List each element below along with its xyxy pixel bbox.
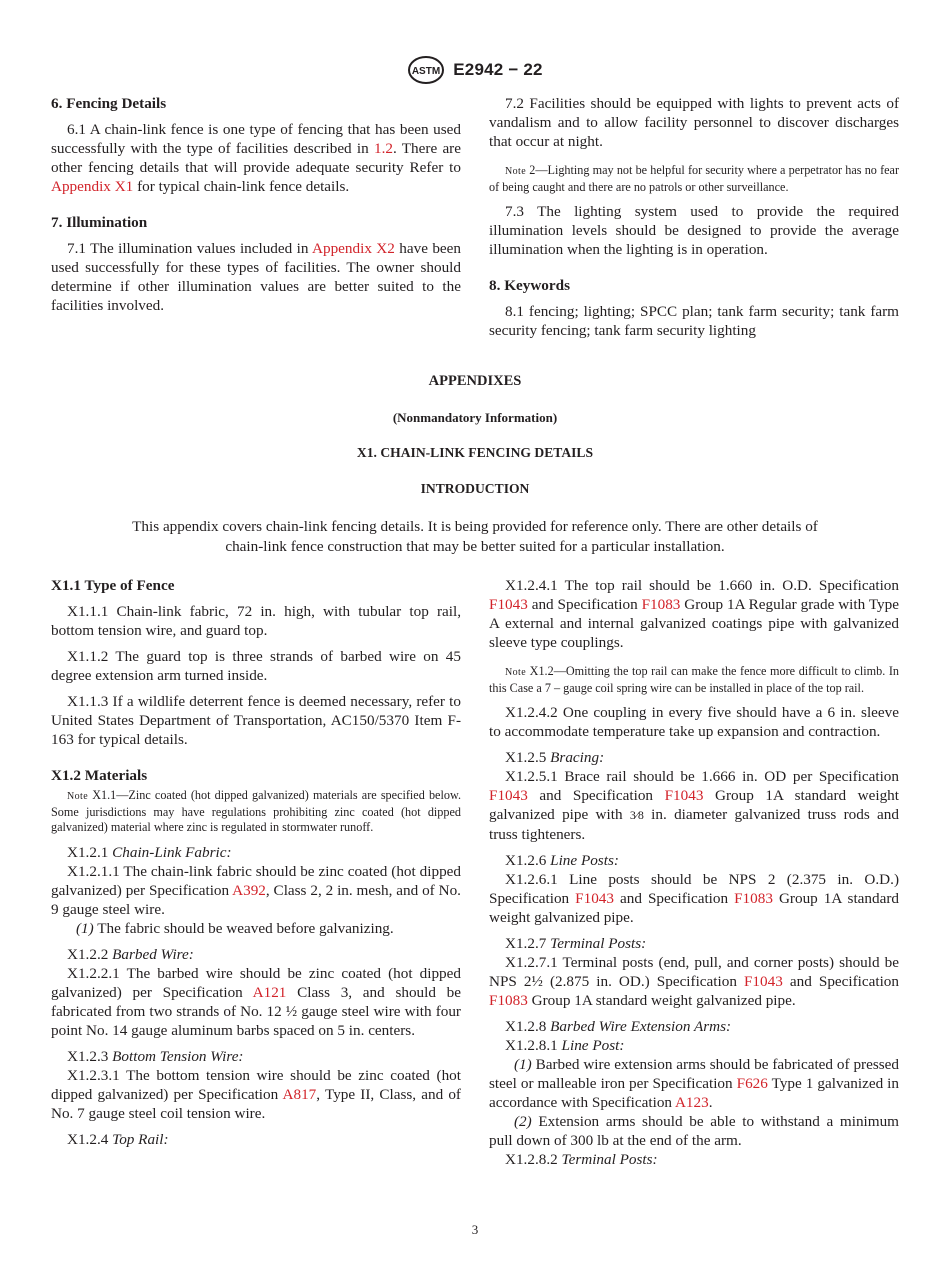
subsection-x1-2-5: X1.2.5 Bracing: [505,749,605,766]
appendixes-title: APPENDIXES [428,373,522,389]
link-a121[interactable]: A121 [252,983,287,1001]
paragraph-x1-2-6-1: X1.2.6.1 Line posts should be NPS 2 (2.375 in. O.D.) Specification F1043 and Specification F1083 Group 1A standard weight galvanized pipe. [489,871,899,926]
paragraph-x1-2-2-1: X1.2.2.1 The barbed wire should be zinc coated (hot dipped galvanized) per Specification A121 Class 3, and should be fabricated from two strands of No. 12 ½ gauge steel wire with four point No. 14 gauge aluminum barbs spaced on 5 in. centers. [51,964,461,1039]
paragraph-x1-2-4-1: X1.2.4.1 The top rail should be 1.660 in. O.D. Specification F1043 and Specification F1083 Group 1A Regular grade with Type A external and internal galvanized coatings pipe with galvanized sleeve type couplings. [489,577,899,651]
subsection-x1-2-8-1: X1.2.8.1 Line Post: [505,1037,625,1054]
right-column-top [489,94,899,340]
paragraph-7-1: 7.1 The illumination values included in Appendix X2 have been used successfully for these types of facilities. The owner should determine if other illumination values are better suited to the facilities involved. [51,240,462,314]
paragraph-x1-2-7-1: X1.2.7.1 Terminal posts (end, pull, and corner posts) should be NPS 2½ (2.875 in. OD.) Specification F1043 and Specification F1083 Group 1A standard weight galvanized pipe. [489,954,899,1009]
link-a817[interactable]: A817 [282,1085,317,1103]
subsection-x1-2-1: X1.2.1 Chain-Link Fabric: [67,843,232,861]
link-a123[interactable]: A123 [674,1094,709,1111]
item-x1-2-1-1-1: (1) The fabric should be weaved before galvanizing. [76,919,394,937]
subsection-x1-2-6: X1.2.6 Line Posts: [505,852,619,869]
subsection-x1-2-8-2: X1.2.8.2 Terminal Posts: [505,1151,658,1168]
section-7-heading: 7. Illumination [51,214,148,231]
link-f626[interactable]: F626 [736,1075,768,1092]
link-f1083[interactable]: F1083 [641,596,681,613]
page-number: 3 [471,1222,479,1237]
subsection-x1-2-3: X1.2.3 Bottom Tension Wire: [67,1047,244,1065]
paragraph-x1-2-5-1: X1.2.5.1 Brace rail should be 1.666 in. OD per Specification F1043 and Specification F1043 Group 1A standard weight galvanized pipe with 3⁄8 in. diameter galvanized truss rods and truss tighteners. [489,768,899,843]
note-x1-1: Note X1.1—Zinc coated (hot dipped galvanized) materials are specified below. Some jurisdictions may have regulations prohibiting zinc coated (hot dipped galvanized) material where zinc is regulated in stormwater runoff. [51,788,461,834]
paragraph-7-3: 7.3 The lighting system used to provide the required illumination levels should be designed to provide the average illumination when the lighting is in operation. [489,203,899,258]
paragraph-x1-2-1-1: X1.2.1.1 The chain-link fabric should be zinc coated (hot dipped galvanized) per Specification A392, Class 2, 2 in. mesh, and of No. 9 gauge steel wire. [51,862,461,918]
document-designation: E2942 − 22 [453,60,543,79]
x1-2-heading: X1.2 Materials [51,767,148,784]
section-8-heading: 8. Keywords [489,277,570,294]
link-f1043[interactable]: F1043 [489,787,528,804]
link-f1043[interactable]: F1043 [743,973,783,990]
paragraph-x1-1-1: X1.1.1 Chain-link fabric, 72 in. high, with tubular top rail, bottom tension wire, and guard top. [51,603,461,639]
section-6-heading: 6. Fencing Details [51,95,167,112]
introduction-heading: INTRODUCTION [420,481,530,496]
paragraph-8-1: 8.1 fencing; lighting; SPCC plan; tank farm security; tank farm security fencing; tank farm security lighting [489,303,899,339]
nonmandatory-subtitle: (Nonmandatory Information) [392,410,558,425]
link-f1083[interactable]: F1083 [734,890,773,907]
link-appendix-x1[interactable]: Appendix X1 [51,178,134,195]
link-section-1-2[interactable]: 1.2 [374,140,393,157]
left-column-top [51,94,461,315]
paragraph-6-1: 6.1 A chain-link fence is one type of fencing that has been used successfully with the type of facilities described in 1.2. There are other fencing details that will provide adequate security Refer to Appendix X1 for typical chain-link fence details. [51,121,461,195]
astm-logo-icon [407,55,445,85]
item-x1-2-8-1-1: (1) Barbed wire extension arms should be fabricated of pressed steel or malleable iron per Specification F626 Type 1 galvanized in accordance with Specification A123. [489,1056,899,1111]
link-appendix-x2[interactable]: Appendix X2 [312,240,395,257]
subsection-x1-2-8: X1.2.8 Barbed Wire Extension Arms: [505,1018,732,1035]
subsection-x1-2-2: X1.2.2 Barbed Wire: [67,945,194,963]
item-x1-2-8-1-2: (2) Extension arms should be able to withstand a minimum pull down of 300 lb at the end of the arm. [489,1113,899,1149]
paragraph-x1-1-3: X1.1.3 If a wildlife deterrent fence is deemed necessary, refer to United States Department of Transportation, AC150/5370 Item F-163 for typical details. [51,693,461,748]
x1-1-heading: X1.1 Type of Fence [51,577,175,594]
subsection-x1-2-4: X1.2.4 Top Rail: [67,1130,169,1148]
paragraph-x1-2-4-2: X1.2.4.2 One coupling in every five should have a 6 in. sleeve to accommodate temperature take up expansion and contraction. [489,704,899,740]
right-column-bottom [489,576,899,1169]
svg-text:ASTM: ASTM [412,66,441,77]
introduction-text: This appendix covers chain-link fencing details. It is being provided for reference only. There are other details of chain-link fence construction that may be better suited for a particular installation. [132,518,818,555]
subsection-x1-2-7: X1.2.7 Terminal Posts: [505,935,647,952]
note-2: Note 2—Lighting may not be helpful for security where a perpetrator has no fear of being caught and there are no patrols or other surveillance. [489,163,899,194]
link-f1083[interactable]: F1083 [489,992,528,1009]
link-f1043[interactable]: F1043 [664,787,704,804]
link-a392[interactable]: A392 [232,881,266,899]
paragraph-7-2: 7.2 Facilities should be equipped with lights to prevent acts of vandalism and to allow facility personnel to discover discharges that occur at night. [489,95,899,150]
x1-title: X1. CHAIN-LINK FENCING DETAILS [356,445,594,460]
link-f1043[interactable]: F1043 [575,890,614,907]
paragraph-x1-2-3-1: X1.2.3.1 The bottom tension wire should be zinc coated (hot dipped galvanized) per Specification A817, Type II, Class, and of No. 7 gauge steel coil tension wire. [51,1066,461,1122]
paragraph-x1-1-2: X1.1.2 The guard top is three strands of barbed wire on 45 degree extension arm turned inside. [51,648,461,684]
left-column-bottom [51,576,461,1149]
page-header [0,55,950,85]
link-f1043[interactable]: F1043 [489,596,528,613]
note-x1-2: Note X1.2—Omitting the top rail can make the fence more difficult to climb. In this Case a 7 – gauge coil spring wire can be installed in place of the top rail. [489,664,899,695]
